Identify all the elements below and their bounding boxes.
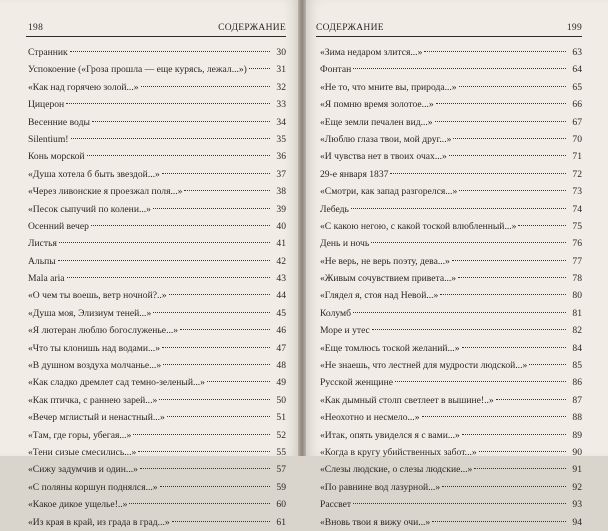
running-title-right: СОДЕРЖАНИЕ: [316, 23, 384, 33]
left-page: [0, 0, 298, 528]
toc-entry-page: 80: [572, 290, 582, 302]
toc-entry: [28, 79, 286, 96]
dot-leader: [452, 260, 566, 261]
toc-entry-title: «Еще земли печален вид...»: [320, 116, 433, 128]
toc-entry: [320, 183, 582, 200]
toc-entry-title: «Тени сизые смесились...»: [28, 446, 137, 458]
toc-entry-page: 87: [572, 394, 582, 406]
toc-entry-title: «Я помню время золотое...»: [320, 99, 434, 111]
dot-leader: [71, 138, 270, 139]
toc-entry-title: Русской женщине: [320, 377, 393, 389]
toc-entry: [28, 61, 286, 78]
toc-entry: [28, 218, 286, 235]
page-number-right: 199: [566, 23, 582, 33]
toc-entry: [28, 201, 286, 218]
toc-entry: [320, 79, 582, 96]
dot-leader: [518, 225, 566, 226]
toc-entry-title: «По равнине вод лазурной...»: [320, 481, 441, 493]
toc-entry-page: 76: [572, 238, 582, 250]
toc-entry-page: 55: [276, 446, 286, 458]
toc-entry-title: «О чем ты воешь, ветр ночной?..»: [28, 290, 167, 302]
toc-entry-title: Весенние воды: [28, 116, 90, 128]
toc-entry-page: 88: [572, 412, 582, 424]
book-gutter: [298, 0, 306, 456]
toc-entry-title: «Как над горячею золой...»: [28, 81, 139, 93]
toc-entry-title: «В душном воздуха молчанье...»: [28, 360, 162, 372]
toc-entry-page: 74: [572, 203, 582, 215]
dot-leader: [436, 103, 566, 104]
toc-entry: [28, 183, 286, 200]
toc-entry: [28, 461, 286, 478]
toc-entry-title: «Как дымный столп светлеет в вышине!..»: [320, 394, 494, 406]
toc-entry: [320, 392, 582, 409]
dot-leader: [458, 277, 566, 278]
dot-leader: [351, 208, 566, 209]
toc-entry-page: 49: [276, 377, 286, 389]
toc-entry: [28, 114, 286, 131]
header-rule-left: [26, 36, 286, 37]
toc-entry-title: Mala aria: [28, 273, 65, 285]
dot-leader: [167, 416, 270, 417]
toc-entry: [28, 253, 286, 270]
toc-entry-title: «Вечер мглистый и ненастный...»: [28, 412, 165, 424]
toc-entry-page: 78: [572, 273, 582, 285]
dot-leader: [459, 86, 566, 87]
toc-entry-title: «Какое дикое ущелье!..»: [28, 499, 128, 511]
dot-leader: [92, 121, 270, 122]
dot-leader: [153, 208, 270, 209]
dot-leader: [66, 103, 270, 104]
toc-entry-page: 46: [276, 325, 286, 337]
toc-entry: [28, 44, 286, 61]
dot-leader: [390, 173, 566, 174]
toc-entry: [320, 514, 582, 531]
toc-entry-page: 73: [572, 186, 582, 198]
toc-entry-page: 61: [276, 516, 286, 528]
dot-leader: [432, 521, 566, 522]
toc-entry-title: «Слезы людские, о слезы людские...»: [320, 464, 473, 476]
toc-entry: [320, 322, 582, 339]
dot-leader: [140, 468, 270, 469]
dot-leader: [424, 51, 566, 52]
toc-entry: [28, 392, 286, 409]
toc-entry-title: «Сижу задумчив и один...»: [28, 464, 138, 476]
dot-leader: [249, 68, 270, 69]
dot-leader: [479, 451, 566, 452]
toc-entry: [320, 357, 582, 374]
dot-leader: [70, 51, 270, 52]
toc-entry: [320, 305, 582, 322]
toc-entry-title: «С поляны коршун поднялся...»: [28, 481, 158, 493]
dot-leader: [474, 468, 566, 469]
toc-entry-page: 77: [572, 255, 582, 267]
toc-entry: [320, 427, 582, 444]
toc-entry-page: 36: [276, 151, 286, 163]
toc-entry-page: 92: [572, 481, 582, 493]
toc-entry-title: «Неохотно и несмело...»: [320, 412, 420, 424]
toc-entry-page: 90: [572, 446, 582, 458]
toc-entry-title: День и ночь: [320, 238, 370, 250]
toc-entry-page: 52: [276, 429, 286, 441]
toc-entry-page: 67: [572, 116, 582, 128]
toc-entry: [28, 357, 286, 374]
toc-entry-page: 50: [276, 394, 286, 406]
toc-entry-title: Осенний вечер: [28, 220, 89, 232]
toc-entry-page: 47: [276, 342, 286, 354]
toc-entry-title: Конь морской: [28, 151, 85, 163]
toc-entry-title: «Что ты клонишь над водами...»: [28, 342, 160, 354]
toc-entry-title: Silentium!: [28, 133, 69, 145]
toc-entry-page: 71: [572, 151, 582, 163]
toc-entry-title: 29-е января 1837: [320, 168, 389, 180]
dot-leader: [442, 486, 566, 487]
dot-leader: [58, 260, 270, 261]
toc-entry-title: «Не знаешь, что лестней для мудрости людской...»: [320, 360, 528, 372]
toc-entry-title: «Там, где горы, убегая...»: [28, 429, 132, 441]
toc-entry-page: 57: [276, 464, 286, 476]
toc-entry-title: Странник: [28, 47, 68, 58]
toc-entry-page: 70: [572, 133, 582, 145]
toc-entry: [320, 131, 582, 148]
dot-leader: [462, 434, 566, 435]
dot-leader: [169, 294, 270, 295]
dot-leader: [67, 277, 271, 278]
dot-leader: [449, 155, 566, 156]
dot-leader: [459, 190, 566, 191]
toc-entry-title: «Как птичка, с раннею зарей...»: [28, 394, 158, 406]
toc-entry-title: «Из края в край, из града в град...»: [28, 516, 170, 528]
dot-leader: [153, 312, 270, 313]
toc-entry-page: 42: [276, 255, 286, 267]
toc-entry: [320, 253, 582, 270]
toc-entry: [28, 148, 286, 165]
toc-entry-title: Колумб: [320, 307, 352, 319]
toc-entry-title: Цицерон: [28, 99, 65, 111]
dot-leader: [207, 381, 270, 382]
toc-entry-title: «Еще томлюсь тоской желаний...»: [320, 342, 460, 354]
dot-leader: [163, 364, 270, 365]
toc-entry-page: 34: [276, 116, 286, 128]
toc-entry: [28, 479, 286, 496]
toc-entry-page: 33: [276, 99, 286, 111]
toc-entry-page: 75: [572, 220, 582, 232]
toc-entry: [28, 322, 286, 339]
dot-leader: [160, 486, 270, 487]
dot-leader: [395, 381, 566, 382]
toc-entry: [320, 496, 582, 513]
dot-leader: [435, 121, 566, 122]
toc-entry-page: 30: [276, 47, 286, 58]
toc-entry-page: 43: [276, 273, 286, 285]
toc-entry: [28, 427, 286, 444]
dot-leader: [133, 434, 270, 435]
toc-entry: [320, 96, 582, 113]
toc-entry: [320, 148, 582, 165]
toc-entry-title: «Живым сочувствием привета...»: [320, 273, 457, 285]
toc-entry: [28, 235, 286, 252]
dot-leader: [129, 503, 270, 504]
toc-entry: [320, 114, 582, 131]
toc-entry: [320, 44, 582, 61]
dot-leader: [162, 347, 270, 348]
toc-entry-page: 85: [572, 360, 582, 372]
dot-leader: [440, 294, 566, 295]
toc-entry-title: «Вновь твои я вижу очи...»: [320, 516, 431, 528]
toc-entry-page: 89: [572, 429, 582, 441]
toc-entry-page: 32: [276, 81, 286, 93]
toc-entry-page: 59: [276, 481, 286, 493]
running-title-left: СОДЕРЖАНИЕ: [218, 23, 286, 33]
toc-entry: [28, 166, 286, 183]
toc-entry: [320, 166, 582, 183]
toc-entry: [320, 461, 582, 478]
toc-list-left: [28, 44, 286, 531]
toc-entry: [320, 409, 582, 426]
dot-leader: [184, 190, 270, 191]
toc-entry: [28, 270, 286, 287]
right-page: [306, 0, 608, 528]
dot-leader: [371, 242, 566, 243]
toc-entry: [320, 287, 582, 304]
toc-entry-page: 41: [276, 238, 286, 250]
dot-leader: [159, 399, 270, 400]
toc-entry-title: Лебедь: [320, 203, 349, 215]
toc-entry-title: «Зима недаром злится...»: [320, 47, 423, 58]
toc-entry-page: 35: [276, 133, 286, 145]
toc-entry-page: 40: [276, 220, 286, 232]
toc-entry-page: 39: [276, 203, 286, 215]
dot-leader: [529, 364, 566, 365]
toc-entry-page: 65: [572, 81, 582, 93]
toc-entry-page: 63: [572, 47, 582, 58]
toc-entry: [28, 374, 286, 391]
toc-list-right: [320, 44, 582, 531]
toc-entry: [320, 61, 582, 78]
dot-leader: [91, 225, 270, 226]
toc-entry-title: Успокоение («Гроза прошла — еще курясь, лежал...»): [28, 64, 247, 76]
toc-entry-title: «Когда в кругу убийственных забот...»: [320, 446, 477, 458]
toc-entry: [320, 218, 582, 235]
toc-entry-title: «Смотри, как запад разгорелся...»: [320, 186, 458, 198]
toc-entry-page: 72: [572, 168, 582, 180]
dot-leader: [353, 312, 566, 313]
toc-entry-page: 82: [572, 325, 582, 337]
toc-entry: [28, 496, 286, 513]
toc-entry: [28, 287, 286, 304]
toc-entry-page: 64: [572, 64, 582, 76]
toc-entry: [320, 270, 582, 287]
dot-leader: [372, 329, 566, 330]
toc-entry-page: 94: [572, 516, 582, 528]
dot-leader: [172, 521, 270, 522]
toc-entry-title: «Не верь, не верь поэту, дева...»: [320, 255, 450, 267]
toc-entry-page: 93: [572, 499, 582, 511]
toc-entry-title: «Как сладко дремлет сад темно-зеленый...»: [28, 377, 205, 389]
toc-entry-title: «Душа хотела б быть звездой...»: [28, 168, 160, 180]
dot-leader: [462, 347, 566, 348]
toc-entry-title: «Душа моя, Элизиум теней...»: [28, 307, 152, 319]
toc-entry-page: 45: [276, 307, 286, 319]
toc-entry-title: «Я лютеран люблю богослуженье...»: [28, 325, 179, 337]
toc-entry-page: 44: [276, 290, 286, 302]
toc-entry-title: Альпы: [28, 255, 56, 267]
toc-entry: [28, 340, 286, 357]
toc-entry-title: «Люблю глаза твои, мой друг...»: [320, 133, 452, 145]
toc-entry-page: 38: [276, 186, 286, 198]
toc-entry-title: «Не то, что мните вы, природа...»: [320, 81, 457, 93]
toc-entry: [28, 305, 286, 322]
toc-entry: [28, 409, 286, 426]
dot-leader: [162, 173, 270, 174]
toc-entry: [320, 201, 582, 218]
dot-leader: [353, 503, 566, 504]
toc-entry-title: «Через ливонские я проезжал поля...»: [28, 186, 183, 198]
toc-entry: [28, 131, 286, 148]
dot-leader: [353, 68, 566, 69]
dot-leader: [180, 329, 270, 330]
dot-leader: [138, 451, 270, 452]
toc-entry-page: 66: [572, 99, 582, 111]
toc-entry-page: 60: [276, 499, 286, 511]
dot-leader: [422, 416, 567, 417]
toc-entry-title: Море и утес: [320, 325, 370, 337]
toc-entry-page: 86: [572, 377, 582, 389]
dot-leader: [59, 242, 270, 243]
toc-entry-page: 84: [572, 342, 582, 354]
toc-entry-title: «С какою негою, с какой тоской влюбленный...»: [320, 220, 517, 232]
toc-entry-title: Листья: [28, 238, 57, 250]
toc-entry-page: 31: [276, 64, 286, 76]
toc-entry: [28, 444, 286, 461]
dot-leader: [141, 86, 270, 87]
toc-entry-title: «Итак, опять увиделся я с вами...»: [320, 429, 460, 441]
toc-entry-title: «Глядел я, стоя над Невой...»: [320, 290, 439, 302]
toc-entry: [320, 444, 582, 461]
toc-entry: [320, 479, 582, 496]
dot-leader: [453, 138, 566, 139]
toc-entry-page: 48: [276, 360, 286, 372]
toc-entry-title: «И чувства нет в твоих очах...»: [320, 151, 447, 163]
toc-entry: [320, 340, 582, 357]
toc-entry: [28, 514, 286, 531]
toc-entry: [320, 235, 582, 252]
toc-entry-title: Рассвет: [320, 499, 352, 511]
dot-leader: [87, 155, 270, 156]
header-rule-right: [316, 36, 582, 37]
toc-entry-page: 51: [276, 412, 286, 424]
page-number-left: 198: [28, 23, 44, 33]
toc-entry-title: «Песок сыпучий по колени...»: [28, 203, 151, 215]
dot-leader: [496, 399, 566, 400]
toc-entry: [28, 96, 286, 113]
toc-entry-page: 37: [276, 168, 286, 180]
toc-entry-title: Фонтан: [320, 64, 352, 76]
toc-entry-page: 81: [572, 307, 582, 319]
toc-entry-page: 91: [572, 464, 582, 476]
toc-entry: [320, 374, 582, 391]
